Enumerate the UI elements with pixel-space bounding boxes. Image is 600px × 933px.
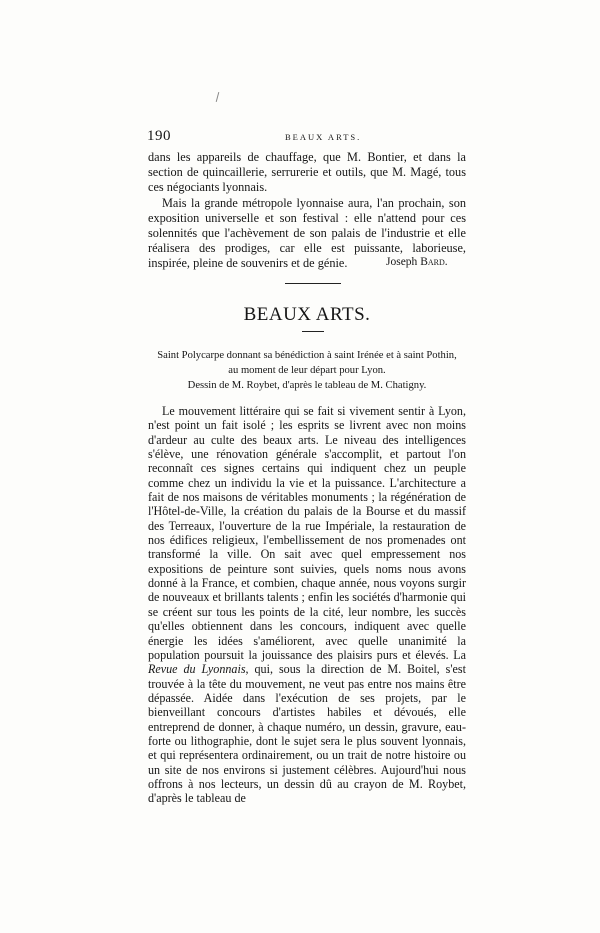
- section-divider: [285, 283, 341, 284]
- article-body-part-1: Le mouvement littéraire qui se fait si vivement sentir à Lyon, n'est point un fait isolé ; les esprits se livrent avec non moins d'ardeur au culte des beaux arts. Le niveau des intelligences s'élève, une rénovation générale s'accomplit, et partout l'on reconnaît ces signes certains qui indiquent chez un peuple comme chez un individu la vie et la puissance. L'architecture a fait de nos maisons de véritables monuments ; la régénération de l'Hôtel-de-Ville, la création du palais de la Bourse et du massif des Terreaux, l'ouverture de la rue Impériale, la restauration de nos édifices religieux, l'embellissement de nos promenades ont transformé la ville. On sait avec quel empressement nos expositions de peinture sont suivies, quels noms nous avons donné à la France, et combien, chaque année, nous voyons surgir de nouveaux et brillants talents ; enfin les sociétés d'harmonie qui se créent sur tous les points de la cité, leur nombre, les succès qu'elles obtiennent dans les concours, indiquent avec quelle énergie les idées s'améliorent, avec quelle unanimité la population poursuit la jouissance des plaisirs purs et élevés. La: [148, 404, 466, 662]
- running-head: BEAUX ARTS.: [285, 132, 362, 142]
- caption-line-2: au moment de leur départ pour Lyon.: [228, 365, 386, 376]
- article-body: [148, 404, 466, 806]
- previous-article-paragraph-2: Mais la grande métropole lyonnaise aura, l'an prochain, son exposition universelle et son festival : elle n'attend pour ces solennités que l'achèvement de son palais de l'industrie et elle réalisera des prodiges, car elle est puissante, laborieuse, inspirée, pleine de souvenirs et de génie.: [148, 196, 466, 270]
- caption-line-1: Saint Polycarpe donnant sa bénédiction à saint Irénée et à saint Pothin,: [157, 350, 457, 361]
- journal-name: Revue du Lyonnais: [148, 662, 246, 677]
- illustration-caption: [138, 348, 476, 393]
- signature-first-name: Joseph: [386, 256, 418, 268]
- article-title: BEAUX ARTS.: [243, 304, 371, 325]
- page-mark: [216, 92, 220, 102]
- caption-line-3: Dessin de M. Roybet, d'après le tableau de M. Chatigny.: [187, 380, 427, 391]
- signature: [386, 256, 448, 268]
- signature-last-name: Bard.: [420, 256, 448, 268]
- page-number: 190: [147, 128, 171, 144]
- article-body-part-2: , qui, sous la direction de M. Boitel, s'est trouvée à la tête du mouvement, ne veut pas entre nos mains être dépassée. Aidée dans l'exécution de ses projets, par le bienveillant concours d'artistes habiles et dévoués, elle entreprend de donner, à chaque numéro, un dessin, gravure, eau-forte ou lithographie, dont le sujet sera le plus souvent lyonnais, et qui représentera ordinairement, ou un trait de notre histoire ou un site de nos environs si justement célèbres. Aujourd'hui nous offrons à nos lecteurs, un dessin dû au crayon de M. Roybet, d'après le tableau de: [148, 662, 466, 806]
- title-rule: [302, 331, 324, 332]
- previous-article-paragraph-1: dans les appareils de chauffage, que M. Bontier, et dans la section de quincaillerie, serrurerie et outils, que M. Magé, tous ces négociants lyonnais.: [148, 150, 466, 194]
- page-header: [147, 128, 469, 148]
